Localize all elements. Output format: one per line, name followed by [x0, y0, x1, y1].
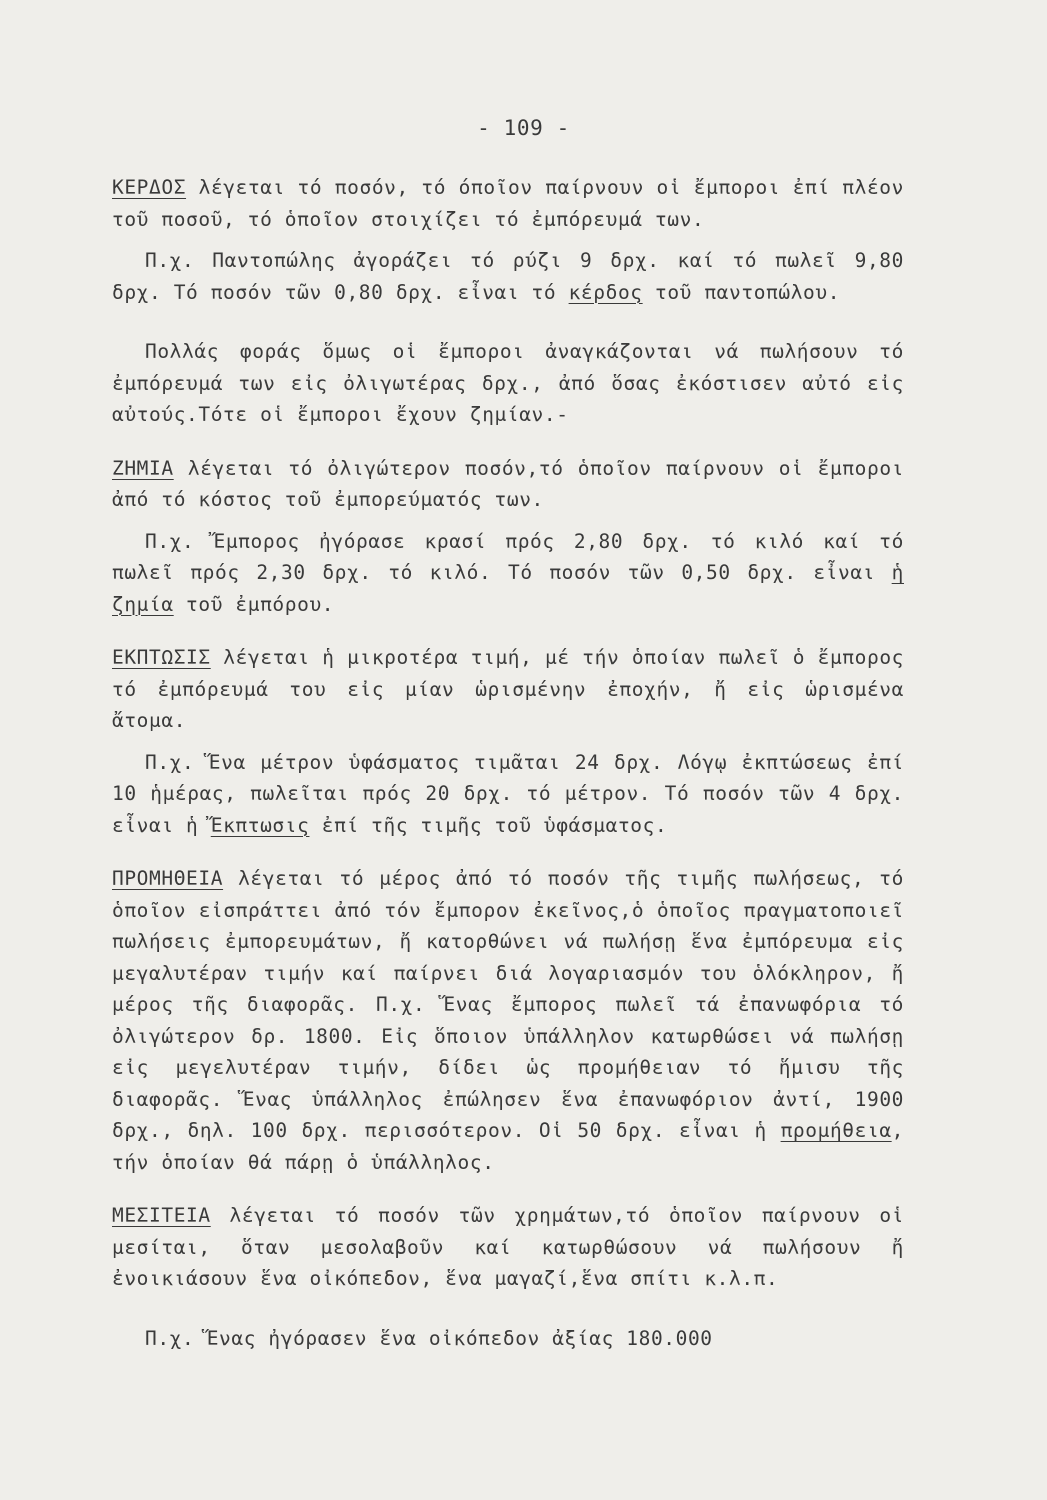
- definition-text: λέγεται ἡ μικροτέρα τιμή, μέ τήν ὁποίαν πωλεῖ ὁ ἔμπορος τό ἐμπόρευμά του εἰς μίαν ὡρισμένην ἐποχήν, ἤ εἰς ὡρισμένα ἄτομα.: [112, 646, 904, 732]
- paragraph-loss-note: Πολλάς φοράς ὅμως οἱ ἔμποροι ἀναγκάζονται νά πωλήσουν τό ἐμπόρευμά των εἰς ὀλιγωτέρας δρχ., ἀπό ὅσας ἐκόστισεν αὐτό εἰς αὐτούς.Τότε οἱ ἔμποροι ἔχουν ζημίαν.-: [112, 340, 904, 426]
- example-mesiteia: Π.χ. Ἕνας ἠγόρασεν ἕνα οἰκόπεδον ἀξίας 180.000: [145, 1326, 713, 1350]
- definition-text: λέγεται τό ποσόν τῶν χρημάτων,τό ὁποῖον παίρνουν οἱ μεσίται, ὅταν μεσολαβοῦν καί κατωρθώσουν νά πωλήσουν ἤ ἐνοικιάσουν ἕνα οἰκόπεδον, ἕνα μαγαζί,ἕνα σπίτι κ.λ.π.: [112, 1204, 905, 1290]
- term-mesiteia: ΜΕΣΙΤΕΙΑ: [112, 1204, 211, 1227]
- underlined-term: ἡ ζημία: [112, 561, 904, 616]
- definition-text: λέγεται τό ὀλιγώτερον ποσόν,τό ὁποῖον παίρνουν οἱ ἔμποροι ἀπό τό κόστος τοῦ ἐμπορεύματός των.: [112, 456, 904, 511]
- example-zimia: Π.χ. Ἔμπορος ἠγόρασε κρασί πρός 2,80 δρχ. τό κιλό καί τό πωλεῖ πρός 2,30 δρχ. τό κιλό. Τό ποσόν τῶν 0,50 δρχ. εἶναι ἡ ζημία τοῦ ἐμπόρου.: [112, 529, 904, 616]
- underlined-term: προμήθεια: [780, 1119, 892, 1142]
- definition-text: λέγεται τό ποσόν, τό όποῖον παίρνουν οἱ ἔμποροι ἐπί πλέον τοῦ ποσοῦ, τό ὁποῖον στοιχίζει τό ἐμπόρευμά των.: [112, 176, 904, 231]
- definition-ekptosis: [112, 642, 904, 737]
- page-number: - 109 -: [477, 116, 570, 140]
- definition-mesiteia: [112, 1200, 904, 1295]
- underlined-term: Ἔκπτωσις: [210, 813, 310, 837]
- term-zimia: ΖΗΜΙΑ: [112, 456, 174, 480]
- definition-zimia: [112, 453, 904, 516]
- example-kerdos: Π.χ. Παντοπώλης ἀγοράζει τό ρύζι 9 δρχ. καί τό πωλεῖ 9,80 δρχ. Τό ποσόν τῶν 0,80 δρχ. εἶναι τό κέρδος τοῦ παντοπώλου.: [112, 249, 904, 304]
- term-ekptosis: ΕΚΠΤΩΣΙΣ: [112, 646, 211, 669]
- definition-kerdos: [112, 172, 904, 235]
- term-kerdos: ΚΕΡΔΟΣ: [112, 176, 187, 199]
- example-ekptosis: Π.χ. Ἕνα μέτρον ὑφάσματος τιμᾶται 24 δρχ. Λόγῳ ἐκπτώσεως ἐπί 10 ἡμέρας, πωλεῖται πρός 20 δρχ. τό μέτρον. Τό ποσόν τῶν 4 δρχ. εἶναι ἡ Ἔκπτωσις ἐπί τῆς τιμῆς τοῦ ὑφάσματος.: [112, 750, 904, 837]
- term-promitheia: ΠΡΟΜΗΘΕΙΑ: [112, 867, 224, 890]
- definition-promitheia: ΠΡΟΜΗΘΕΙΑ λέγεται τό μέρος ἀπό τό ποσόν τῆς τιμῆς πωλήσεως, τό ὁποῖον εἰσπράττει ἀπό τόν ἔμπορον ἐκεῖνος,ὁ ὁποῖος πραγματοποιεῖ πωλήσεις ἐμπορευμάτων, ἤ κατορθώνει νά πωλήσῃ ἕνα ἐμπόρευμα εἰς μεγαλυτέραν τιμήν καί παίρνει διά λογαριασμόν του ὁλόκληρον, ἤ μέρος τῆς διαφορᾶς. Π.χ. Ἕνας ἔμπορος πωλεῖ τά ἐπανωφόρια τό ὀλιγώτερον δρ. 1800. Εἰς ὅποιον ὑπάλληλον κατωρθώσει νά πωλήσῃ εἰς μεγελυτέραν τιμήν, δίδει ὡς προμήθειαν τό ἥμισυ τῆς διαφορᾶς. Ἕνας ὑπάλληλος ἐπώλησεν ἕνα ἐπανωφόριον ἀντί, 1900 δρχ., δηλ. 100 δρχ. περισσότερον. Οἱ 50 δρχ. εἶναι ἡ προμήθεια, τήν ὁποίαν θά πάρῃ ὁ ὑπάλληλος.: [112, 867, 904, 1174]
- underlined-term: κέρδος: [568, 280, 643, 304]
- document-body: [112, 172, 904, 1354]
